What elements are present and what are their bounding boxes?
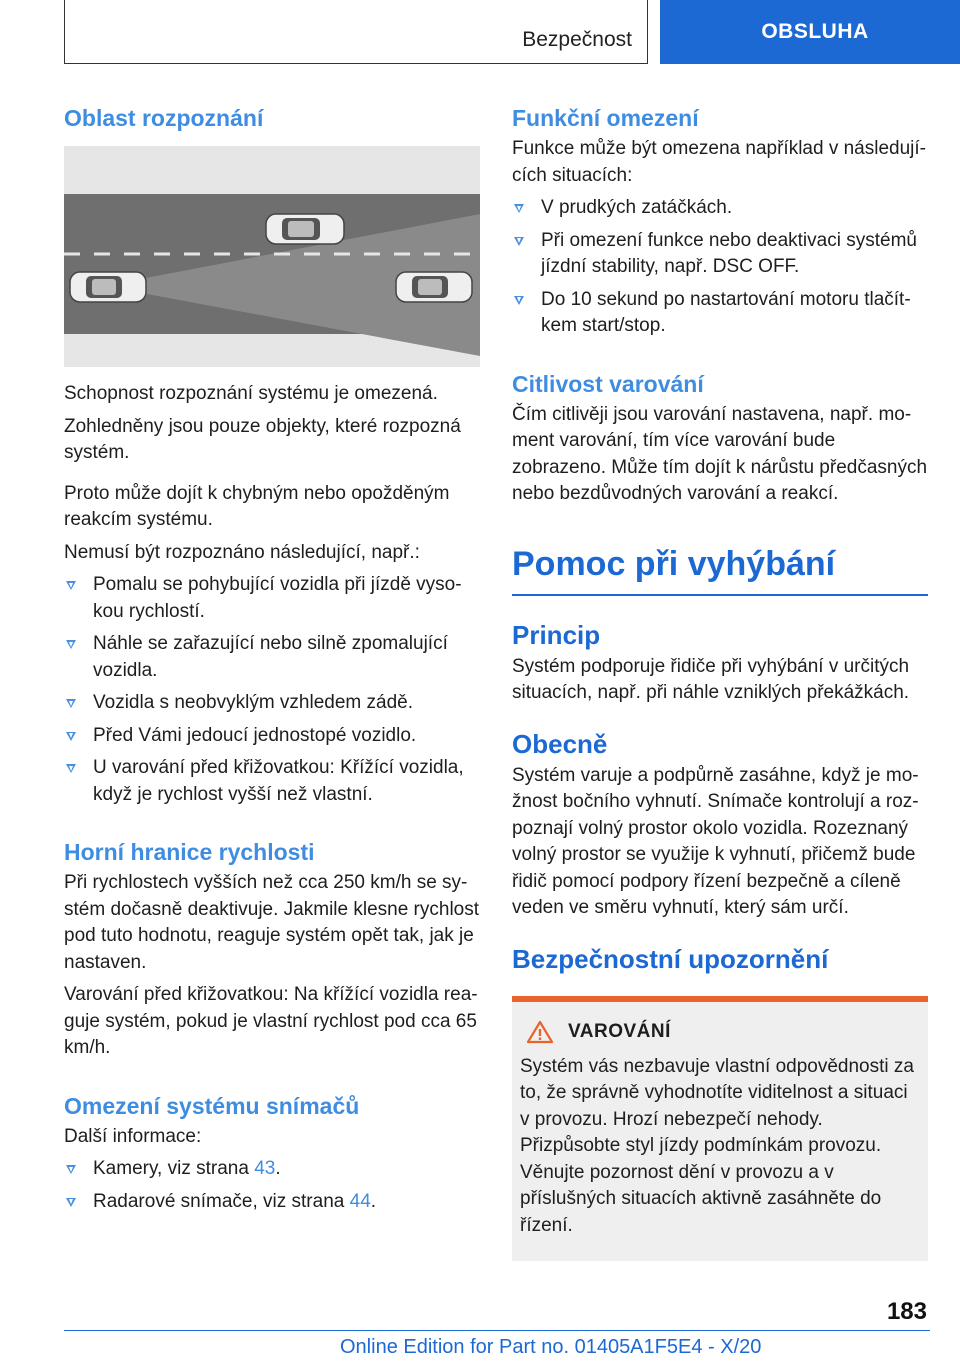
list-item: Náhle se zařazující nebo silně zpomalující vozidla. bbox=[64, 631, 480, 684]
triangle-bullet-icon bbox=[514, 204, 524, 213]
heading-principle: Princip bbox=[512, 619, 601, 650]
paragraph-functional-limits: Funkce může být omezena například v následujících situacích: bbox=[512, 138, 926, 186]
footer-edition: Online Edition for Part no. 01405A1F5E4 - X/20 bbox=[340, 1336, 762, 1358]
triangle-bullet-icon bbox=[66, 764, 76, 773]
list-item: Radarové snímače, viz strana 44. bbox=[64, 1189, 480, 1216]
road-radar-diagram bbox=[64, 146, 480, 367]
car-center-icon bbox=[266, 214, 344, 244]
recognition-area-illustration bbox=[64, 146, 480, 367]
triangle-bullet-icon bbox=[514, 237, 524, 246]
footer-rule bbox=[64, 1330, 930, 1331]
list-item: U varování před křižovatkou: Křížící vozidla, když je rychlost vyšší než vlastní. bbox=[64, 755, 480, 808]
paragraph-objects-considered: Zohledněny jsou pouze objekty, které rozpozná systém. bbox=[64, 415, 461, 463]
page-number: 183 bbox=[886, 1298, 927, 1325]
list-item: Vozidla s neobvyklým vzhledem zádě. bbox=[64, 690, 480, 717]
warning-label: VAROVÁNÍ bbox=[568, 1020, 671, 1042]
warning-box bbox=[512, 996, 928, 1262]
list-item: Před Vámi jedoucí jednostopé vozidlo. bbox=[64, 723, 480, 750]
paragraph-general: Systém varuje a podpůrně zasáhne, když je možnost bočního vyhnutí. Snímače kontrolují a rozpoznají volný prostor okolo vozidla. Rozeznaný volný prostor se využije k vyhnutí, přičemž bude řidič pomocí podpory řízení bezpečně a cíleně veden ve směru vyhnutí, který sám určí. bbox=[512, 764, 919, 918]
heading-general: Obecně bbox=[512, 728, 608, 759]
triangle-bullet-icon bbox=[66, 1198, 76, 1207]
warning-triangle-icon bbox=[526, 1020, 554, 1044]
car-left-icon bbox=[70, 272, 146, 302]
heading-speed-limit: Horní hranice rychlosti bbox=[64, 839, 315, 865]
triangle-bullet-icon bbox=[66, 699, 76, 708]
paragraph-principle: Systém podporuje řidiče při vyhýbání v určitých situacích, např. při náhle vzniklých překážkách. bbox=[512, 655, 910, 703]
triangle-bullet-icon bbox=[66, 640, 76, 649]
list-item: Pomalu se pohybující vozidla při jízdě vysokou rychlostí. bbox=[64, 572, 480, 625]
page-link-radar[interactable]: 44 bbox=[349, 1190, 371, 1212]
paragraph-warning-sensitivity: Čím citlivěji jsou varování nastavena, např. moment varování, tím více varování bude zobrazeno. Může tím dojít k nárůstu předčasných nebo bezdůvodných varování a reakcí. bbox=[512, 403, 928, 504]
left-column bbox=[64, 100, 480, 1215]
header-section-title: Bezpečnost bbox=[522, 28, 632, 51]
paragraph-not-recognized: Nemusí být rozpoznáno následující, např.: bbox=[64, 541, 420, 563]
not-recognized-list bbox=[64, 572, 480, 808]
heading-warning-sensitivity: Citlivost varování bbox=[512, 370, 704, 397]
list-item: Při omezení funkce nebo deaktivaci systémů jízdní stability, např. DSC OFF. bbox=[512, 228, 928, 281]
heading-recognition-area: Oblast rozpoznání bbox=[64, 105, 264, 131]
page-link-cameras[interactable]: 43 bbox=[254, 1158, 276, 1179]
paragraph-recognition-limited: Schopnost rozpoznání systému je omezená. bbox=[64, 383, 438, 404]
list-item: V prudkých zatáčkách. bbox=[512, 195, 928, 222]
list-item: Kamery, viz strana 43. bbox=[64, 1156, 480, 1183]
warning-text: Systém vás nezbavuje vlastní odpovědnosti za to, že správně vyhodnotíte viditelnost a situaci v provozu. Hrozí nebezpečí nehody. Přizpůsobte styl jízdy podmínkám provozu. Věnujte pozornost dění v provozu a v příslušných situacích aktivně zasáhněte do řízení. bbox=[520, 1055, 914, 1236]
warning-header bbox=[520, 1020, 920, 1044]
triangle-bullet-icon bbox=[66, 732, 76, 741]
list-item: Do 10 sekund po nastartování motoru tlačítkem start/stop. bbox=[512, 287, 928, 340]
paragraph-more-info: Další informace: bbox=[64, 1125, 202, 1147]
heading-sensor-limits: Omezení systému snímačů bbox=[64, 1092, 360, 1119]
sensor-list bbox=[64, 1156, 480, 1215]
heading-functional-limits: Funkční omezení bbox=[512, 105, 699, 131]
triangle-bullet-icon bbox=[66, 581, 76, 590]
chapter-title: Pomoc při vyhýbání bbox=[512, 544, 836, 583]
paragraph-speed-limit-2: Varování před křižovatkou: Na křížící vozidla reaguje systém, pokud je vlastní rychlost pod cca 65 km/h. bbox=[64, 984, 478, 1058]
car-right-icon bbox=[396, 272, 472, 302]
right-column bbox=[512, 100, 928, 1261]
heading-safety-notes: Bezpečnostní upozornění bbox=[512, 943, 829, 974]
functional-limits-list bbox=[512, 195, 928, 340]
triangle-bullet-icon bbox=[514, 296, 524, 305]
triangle-bullet-icon bbox=[66, 1165, 76, 1174]
paragraph-speed-limit-1: Při rychlostech vyšších než cca 250 km/h se systém dočasně deaktivuje. Jakmile klesne rychlost pod tuto hodnotu, reaguje systém opět tak, jak je nastaven. bbox=[64, 872, 480, 973]
paragraph-faulty-reactions: Proto může dojít k chybným nebo opožděným reakcím systému. bbox=[64, 482, 450, 530]
header-chapter-tab[interactable]: OBSLUHA bbox=[660, 0, 960, 64]
